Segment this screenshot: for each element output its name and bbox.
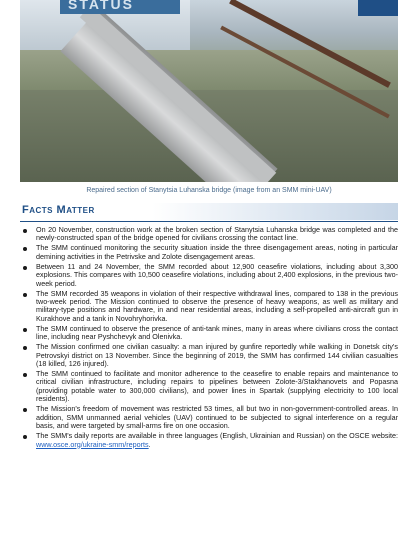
list-item-text: The SMM continued to observe the presence of anti-tank mines, many in areas where civilians cross the contact line, including near Pyshchevyk and Olenivka. [36,323,398,342]
list-item-text: The SMM's daily reports are available in three languages (English, Ukrainian and Russian) on the OSCE website: [36,431,398,441]
list-item-text: The Mission's freedom of movement was restricted 53 times, all but two in non-government-controlled areas. In addition, SMM unmanned aerial vehicles (UAV) continued to be subjected to signal interference on a regular basis, and were targeted by small-arms fire on one occasion. [36,404,398,431]
bullet-icon [23,247,27,251]
bullet-icon [23,293,27,297]
bullet-icon [23,328,27,332]
list-item-text: The SMM continued to facilitate and monitor adherence to the ceasefire to enable repairs and maintenance to critical civilian infrastructure, including repairs to pipelines between Zolote-3/Stakhanovets and Popasna (providing potable water to 300,000 civilians), and power lines in Spartak (supplying electricity to 100 local residents). [36,369,398,404]
header-corner-block [358,0,398,16]
bullet-icon [23,266,27,270]
list-item [20,263,398,288]
list-item-text: The SMM continued monitoring the security situation inside the three disengagement areas, noting in particular demining activities in the Petrivske and Zolote disengagement areas. [36,243,398,261]
facts-list [20,226,398,451]
list-item-text: The Mission confirmed one civilian casualty: a man injured by gunfire reportedly while walking in Donetsk city's Petrovskyi district on 13 November. Since the beginning of 2019, the SMM has confirmed 144 civilian casualties (18 killed, 126 injured). [36,342,398,369]
list-item [20,244,398,261]
list-item [20,290,398,324]
bullet-icon [23,408,27,412]
facts-header [20,203,398,220]
list-item [20,325,398,342]
list-item-text: Between 11 and 24 November, the SMM recorded about 12,900 ceasefire violations, including about 3,300 explosions. This compares with 10,500 ceasefire violations, including about 2,400 explosions, in the previous two-week period. [36,261,398,288]
list-item [20,370,398,404]
bridge-photo [20,0,398,182]
osce-reports-link[interactable]: www.osce.org/ukraine-smm/reports [36,439,149,449]
status-banner [60,0,180,14]
list-item-text: The SMM recorded 35 weapons in violation of their respective withdrawal lines, compared to 138 in the previous two-week period. The Mission continued to observe the presence of heavy weapons, as well as military and military-type positions and hardware, in and near residential areas, including a self-propelled anti-aircraft gun in Kurakhove and a tank in Novohryhorivka. [36,288,398,323]
bullet-icon [23,229,27,233]
section-title: Facts Matter [22,204,95,216]
list-item-text: On 20 November, construction work at the broken section of Stanytsia Luhanska bridge was completed and the newly-constructed span of the bridge opened for civilians crossing the contact line. [36,225,398,243]
bullet-icon [23,435,27,439]
list-item [20,343,398,368]
list-item-text-end: . [148,439,151,449]
list-item [20,432,398,449]
list-item [20,226,398,243]
photo-caption: Repaired section of Stanytsia Luhanska bridge (image from an SMM mini-UAV) [86,187,332,194]
section-divider [20,221,398,222]
status-banner-text: STATUS [68,0,134,12]
bullet-icon [23,346,27,350]
bullet-icon [23,373,27,377]
list-item [20,405,398,430]
